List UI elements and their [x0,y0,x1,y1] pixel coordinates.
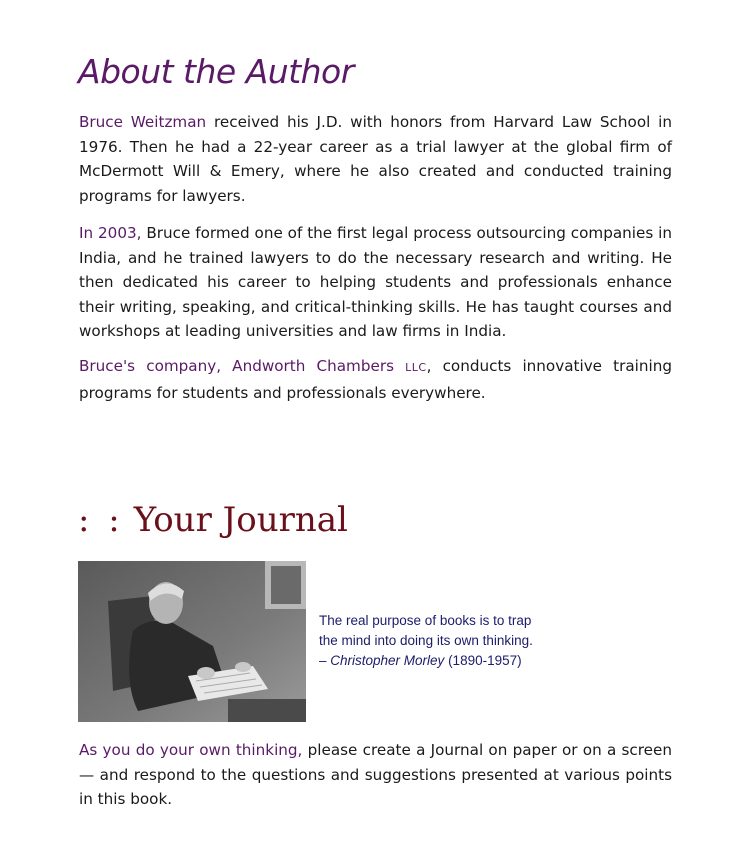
journal-heading-text: Your Journal [133,500,348,540]
journal-paragraph-text: please create a Journal on paper or on a screen — and respond to the questions and suggestions presented at various points in this book. [79,741,672,808]
quote-attribution [319,651,619,671]
author-paragraph-2 [79,221,672,344]
author-paragraph-1-text: received his J.D. with honors from Harvard Law School in 1976. Then he had a 22-year career as a trial lawyer at the global firm of McDermott Will & Emery, where he also created and conducted training programs for lawyers. [79,113,672,205]
author-paragraph-2-text: Bruce formed one of the first legal process outsourcing companies in India, and he trained lawyers to do the necessary research and writing. He then dedicated his career to helping students and professionals enhance their writing, speaking, and critical-thinking skills. He has taught courses and workshops at leading universities and law firms in India. [79,224,672,340]
quote-dash: – [319,653,331,668]
year-lead: In 2003, [79,224,142,242]
company-llc: LLC [405,361,427,374]
author-paragraph-3-text: , conducts innovative training programs for students and professionals everywhere. [79,357,673,402]
journal-heading-prefix: : : [78,500,124,540]
quote-block [319,611,619,671]
quote-years: (1890-1957) [444,653,522,668]
author-heading: About the Author [78,52,354,91]
author-paragraph-3 [79,354,672,405]
quote-line-1: The real purpose of books is to trap [319,613,532,628]
journal-paragraph [79,738,672,812]
quote-line-2: the mind into doing its own thinking. [319,633,533,648]
author-photo [78,561,306,722]
journal-lead: As you do your own thinking, [79,741,303,759]
quote-author: Christopher Morley [330,653,445,668]
journal-heading [78,500,348,540]
author-name: Bruce Weitzman [79,113,207,131]
company-lead: Bruce's company, Andworth Chambers [79,357,394,375]
author-paragraph-1 [79,110,672,208]
